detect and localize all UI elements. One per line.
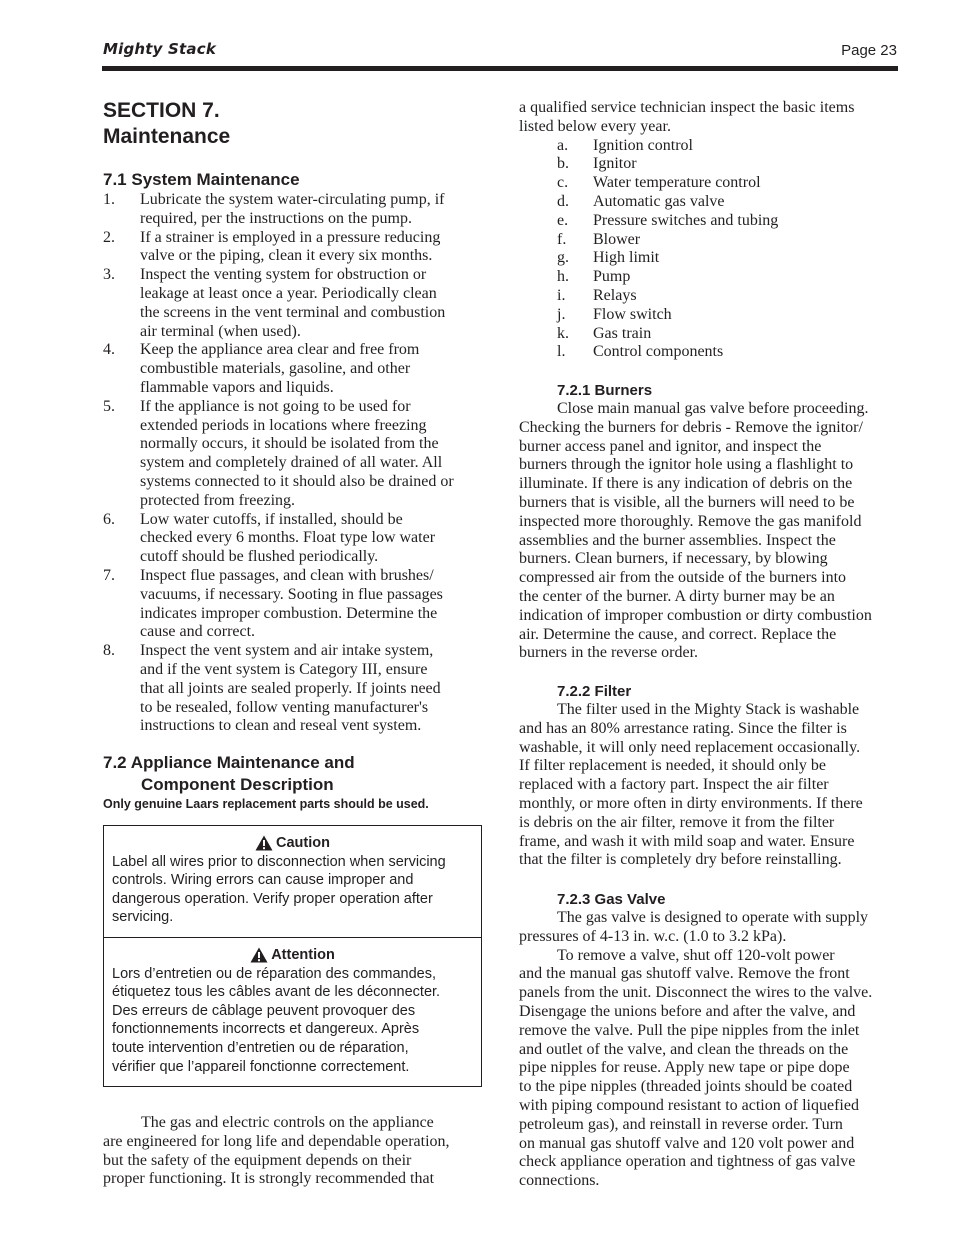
filter-text	[519, 701, 899, 870]
parts-note: Only genuine Laars replacement parts should be used.	[103, 797, 429, 811]
heading-7-2-line2: Component Description	[141, 775, 334, 794]
text-line: burners. Clean burners, if necessary, by blowing	[519, 550, 828, 568]
item-text	[140, 341, 481, 397]
item-number: 1.	[103, 191, 115, 208]
text-line: petroleum gas), and reinstall in reverse order. Turn	[519, 1115, 843, 1133]
caution-label: Caution	[276, 835, 330, 851]
item-letter: f.	[557, 230, 567, 248]
item-number: 8.	[103, 642, 115, 660]
text-line: the center of the burner. A dirty burner may be an	[519, 587, 835, 605]
item-text	[140, 511, 481, 567]
text-line: and the manual gas shutoff valve. Remove the front	[519, 965, 850, 983]
right-intro	[519, 99, 899, 137]
text-line: a qualified service technician inspect the basic items	[519, 99, 855, 116]
text-line: to the pipe nipples (threaded joints should be coated	[519, 1078, 853, 1096]
text-line: inspected more thoroughly. Remove the gas manifold	[519, 512, 862, 530]
text-line: and has an 80% arrestance rating. Since the filter is	[519, 719, 847, 737]
item-letter: c.	[557, 174, 569, 192]
attention-text	[112, 965, 473, 1077]
item-text: Gas train	[593, 324, 652, 342]
list-item	[519, 325, 899, 344]
text-line: Checking the burners for debris - Remove the ignitor/	[519, 418, 863, 436]
item-number: 5.	[103, 397, 115, 415]
list-item	[519, 343, 899, 362]
text-line: toute intervention d’entretien ou de réparation,	[112, 1039, 409, 1056]
text-line: dangerous operation. Verify proper operation after	[112, 890, 433, 907]
heading-7-2-line1: 7.2 Appliance Maintenance and	[103, 753, 355, 772]
item-text	[140, 398, 481, 511]
text-line: are engineered for long life and dependable operation,	[103, 1132, 450, 1150]
text-line: compressed air from the outside of the burners into	[519, 569, 847, 587]
text-line: servicing.	[112, 909, 174, 926]
warning-triangle-icon	[255, 835, 273, 851]
text-line: Lors d’entretien ou de réparation des commandes,	[112, 965, 437, 982]
text-line: burners through the ignitor hole using a flashlight to	[519, 456, 854, 474]
item-text	[140, 567, 481, 642]
system-maintenance-list	[103, 191, 481, 736]
item-text	[140, 191, 481, 229]
caution-heading	[112, 834, 473, 853]
list-item	[103, 229, 481, 267]
attention-heading	[112, 946, 473, 965]
text-line: pressures of 4-13 in. w.c. (1.0 to 3.2 kPa).	[519, 927, 787, 945]
text-line: indication of improper combustion or dirty combustion	[519, 606, 872, 624]
item-letter: j.	[557, 305, 566, 323]
list-item	[103, 191, 481, 229]
warning-box	[103, 825, 482, 1087]
text-line: burners in the reverse order.	[519, 644, 699, 662]
text-line: that the filter is completely dry before reinstalling.	[519, 851, 842, 869]
text-line: Inspect the vent system and air intake system,	[140, 642, 434, 660]
text-line: cutoff should be flushed periodically.	[140, 548, 379, 566]
text-line: burners that is visible, all the burners will need to be	[519, 493, 855, 511]
text-line: If filter replacement is needed, it should only be	[519, 757, 827, 775]
text-line: combustible materials, gasoline, and other	[140, 360, 411, 378]
page-number: Page 23	[841, 42, 897, 59]
list-item	[519, 249, 899, 268]
item-letter: l.	[557, 343, 566, 361]
item-number: 3.	[103, 266, 115, 284]
list-item	[519, 306, 899, 325]
text-line: replaced with a factory part. Inspect the air filter	[519, 776, 829, 794]
list-item	[103, 567, 481, 642]
text-line: Lubricate the system water-circulating pump, if	[140, 191, 445, 208]
text-line: remove the valve. Pull the pipe nipples from the inlet	[519, 1021, 860, 1039]
item-text: Flow switch	[593, 305, 672, 323]
text-line: required, per the instructions on the pump.	[140, 209, 412, 227]
text-line: valve or the piping, clean it every six months.	[140, 247, 433, 265]
section-name: Maintenance	[103, 125, 231, 148]
text-line: Disengage the unions before and after the valve, and	[519, 1002, 856, 1020]
text-line: assemblies and the burner assemblies. Inspect the	[519, 531, 836, 549]
text-line: The gas and electric controls on the appliance	[141, 1114, 434, 1131]
text-line: Keep the appliance area clear and free from	[140, 341, 420, 359]
heading-7-1: 7.1 System Maintenance	[103, 170, 300, 189]
item-number: 2.	[103, 228, 115, 246]
item-letter: h.	[557, 268, 569, 286]
gas-valve-section	[519, 890, 899, 1191]
item-letter: b.	[557, 155, 569, 173]
gas-intro-paragraph	[103, 1114, 481, 1189]
list-item	[519, 155, 899, 174]
item-number: 7.	[103, 566, 115, 584]
text-line: Low water cutoffs, if installed, should be	[140, 510, 403, 528]
list-item	[519, 268, 899, 287]
text-line: protected from freezing.	[140, 491, 296, 509]
heading-7-2-1: 7.2.1 Burners	[557, 382, 653, 399]
list-item	[103, 341, 481, 397]
text-line: frame, and wash it with mild soap and water. Ensure	[519, 832, 855, 850]
text-line: Label all wires prior to disconnection when servicing	[112, 853, 446, 870]
left-column	[103, 169, 481, 736]
filter-section	[519, 682, 899, 870]
burners-text	[519, 400, 899, 663]
text-line: air. Determine the cause, and correct. Replace the	[519, 625, 837, 643]
caution-text	[112, 853, 473, 927]
item-letter: a.	[557, 136, 569, 154]
text-line: on manual gas shutoff valve and 120 volt power and	[519, 1134, 855, 1152]
item-text: Automatic gas valve	[593, 192, 725, 210]
item-text: High limit	[593, 249, 660, 267]
list-item	[519, 212, 899, 231]
gas-valve-text-1	[519, 909, 899, 947]
text-line: pipe nipples for reuse. Apply new tape or pipe dope	[519, 1059, 850, 1077]
item-letter: d.	[557, 192, 569, 210]
text-line: and if the vent system is Category III, ensure	[140, 660, 428, 678]
text-line: with piping compound resistant to action of liquefied	[519, 1096, 859, 1114]
heading-7-2-2: 7.2.2 Filter	[557, 683, 632, 700]
text-line: and outlet of the valve, and clean the threads on the	[519, 1040, 849, 1058]
text-line: Inspect the venting system for obstruction or	[140, 266, 427, 284]
text-line: proper functioning. It is strongly recommended that	[103, 1170, 435, 1188]
header-rule	[102, 66, 898, 71]
text-line: If the appliance is not going to be used for	[140, 397, 411, 415]
list-item	[519, 137, 899, 156]
list-item	[519, 287, 899, 306]
item-text: Pressure switches and tubing	[593, 211, 779, 229]
gas-valve-text-2	[519, 947, 899, 1191]
list-item	[519, 174, 899, 193]
burners-section	[519, 381, 899, 663]
item-number: 6.	[103, 510, 115, 528]
item-letter: e.	[557, 211, 569, 229]
item-number: 4.	[103, 341, 115, 359]
text-line: étiquetez tous les câbles avant de les déconnecter.	[112, 984, 441, 1001]
list-item	[519, 231, 899, 250]
text-line: washable, it will only need replacement occasionally.	[519, 738, 861, 756]
section-title	[103, 98, 230, 150]
text-line: but the safety of the equipment depends on their	[103, 1151, 412, 1169]
item-text: Relays	[593, 286, 637, 304]
item-text: Water temperature control	[593, 174, 761, 192]
item-letter: g.	[557, 249, 569, 267]
s72-heading-block	[103, 752, 481, 812]
item-text	[140, 266, 481, 341]
text-line: normally occurs, it should be isolated from the	[140, 435, 439, 453]
text-line: If a strainer is employed in a pressure reducing	[140, 228, 441, 246]
text-line: Close main manual gas valve before proceeding.	[557, 400, 869, 417]
text-line: leakage at least once a year. Periodically clean	[140, 284, 437, 302]
text-line: controls. Wiring errors can cause improper and	[112, 872, 414, 889]
list-item	[103, 642, 481, 736]
text-line: The filter used in the Mighty Stack is washable	[557, 701, 860, 718]
text-line: listed below every year.	[519, 117, 671, 135]
text-line: systems connected to it should also be drained or	[140, 472, 454, 490]
text-line: extended periods in locations where freezing	[140, 416, 427, 434]
text-line: flammable vapors and liquids.	[140, 378, 334, 396]
text-line: To remove a valve, shut off 120-volt power	[557, 946, 835, 964]
text-line: panels from the unit. Disconnect the wires to the valve.	[519, 984, 873, 1002]
caution-panel	[104, 826, 481, 937]
text-line: The gas valve is designed to operate with supply	[557, 909, 869, 926]
right-column	[519, 99, 899, 362]
text-line: is debris on the air filter, remove it from the filter	[519, 813, 835, 831]
list-item	[103, 511, 481, 567]
text-line: checked every 6 months. Float type low water	[140, 529, 436, 547]
text-line: monthly, or more often in dirty environments. If there	[519, 794, 863, 812]
text-line: vacuums, if necessary. Sooting in flue passages	[140, 585, 443, 603]
item-text: Ignition control	[593, 136, 693, 154]
text-line: burner access panel and ignitor, and inspect the	[519, 437, 822, 455]
text-line: system and completely drained of all water. All	[140, 454, 443, 472]
item-letter: i.	[557, 286, 566, 304]
item-text: Pump	[593, 268, 631, 286]
item-text	[140, 229, 481, 267]
text-line: instructions to clean and reseal vent system.	[140, 717, 422, 735]
warning-triangle-icon	[250, 947, 268, 963]
section-number: SECTION 7.	[103, 99, 220, 122]
list-item	[519, 193, 899, 212]
text-line: illuminate. If there is any indication of debris on the	[519, 475, 853, 493]
text-line: cause and correct.	[140, 623, 256, 641]
text-line: that all joints are sealed properly. If joints need	[140, 679, 441, 697]
item-text: Control components	[593, 343, 724, 361]
text-line: fonctionnements incorrects et dangereux. Après	[112, 1021, 420, 1038]
text-line: check appliance operation and tightness of gas valve	[519, 1153, 856, 1171]
list-item	[103, 266, 481, 341]
text-line: vérifier que l’appareil fonctionne correctement.	[112, 1058, 410, 1075]
inspection-items-list	[519, 137, 899, 363]
text-line: air terminal (when used).	[140, 322, 301, 340]
text-line: Des erreurs de câblage peuvent provoquer des	[112, 1002, 416, 1019]
header-brand: Mighty Stack	[103, 40, 217, 58]
list-item	[103, 398, 481, 511]
item-letter: k.	[557, 324, 569, 342]
text-line: connections.	[519, 1172, 600, 1190]
text-line: to be resealed, follow venting manufacturer's	[140, 698, 429, 716]
text-line: Inspect flue passages, and clean with brushes/	[140, 566, 434, 584]
attention-label: Attention	[271, 946, 335, 963]
item-text: Ignitor	[593, 155, 637, 173]
item-text	[140, 642, 481, 736]
text-line: the screens in the vent terminal and combustion	[140, 303, 446, 321]
attention-panel	[104, 937, 481, 1086]
heading-7-2-3: 7.2.3 Gas Valve	[557, 891, 666, 908]
text-line: indicates improper combustion. Determine the	[140, 604, 438, 622]
item-text: Blower	[593, 230, 641, 248]
